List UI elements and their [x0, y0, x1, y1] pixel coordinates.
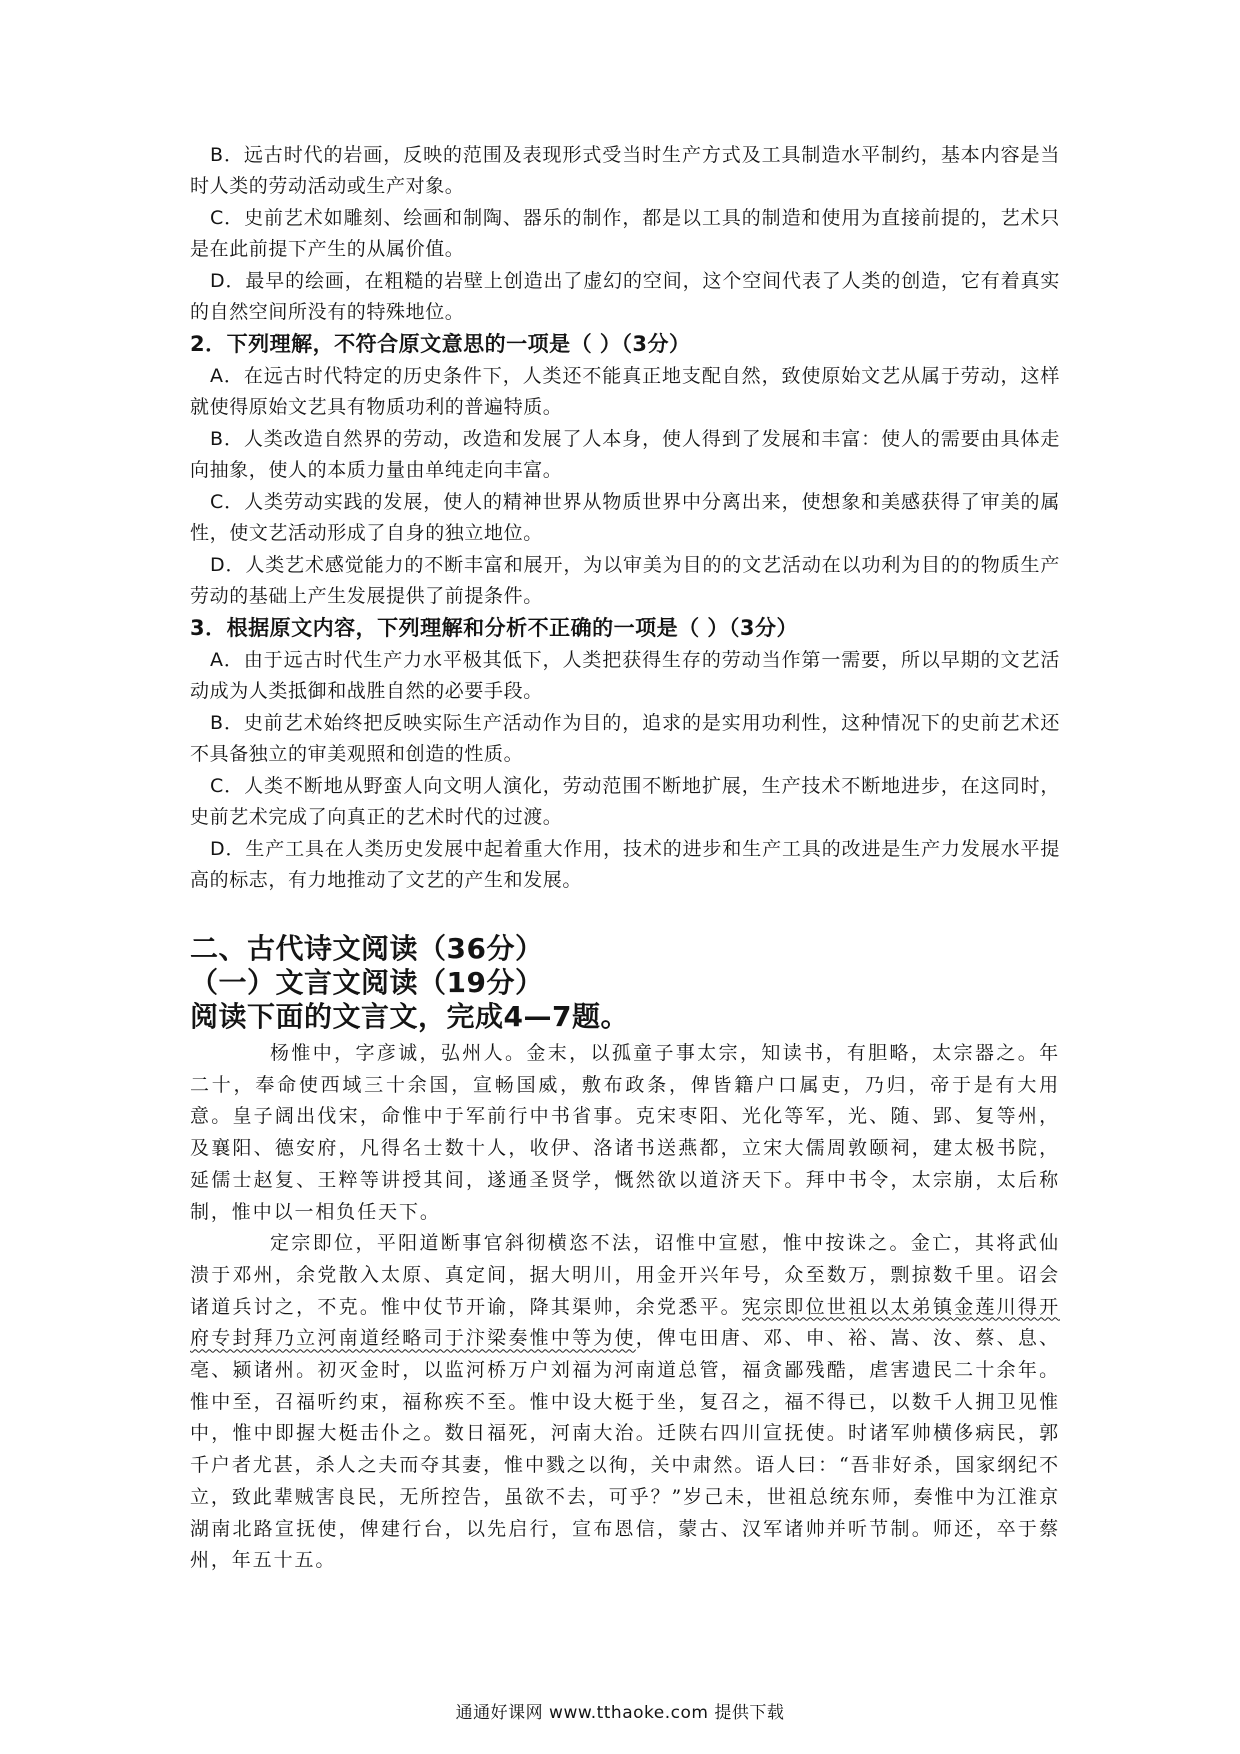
- section-title: 二、古代诗文阅读（36分）: [190, 932, 544, 965]
- q2-option-b: B．人类改造自然界的劳动，改造和发展了人本身，使人得到了发展和丰富：使人的需要由具体走向抽象，使人的本质力量由单纯走向丰富。: [190, 428, 1060, 481]
- q3-option-b: B．史前艺术始终把反映实际生产活动作为目的，追求的是实用功利性，这种情况下的史前艺术还不具备独立的审美观照和创造的性质。: [190, 712, 1060, 765]
- q2-option-c: C．人类劳动实践的发展，使人的精神世界从物质世界中分离出来，使想象和美感获得了审美的属性，使文艺活动形成了自身的独立地位。: [190, 491, 1060, 544]
- q2-option-a: A．在远古时代特定的历史条件下，人类还不能真正地支配自然，致使原始文艺从属于劳动，这样就使得原始文艺具有物质功利的普遍特质。: [190, 365, 1060, 418]
- q1-option-b: B．远古时代的岩画，反映的范围及表现形式受当时生产方式及工具制造水平制约，基本内容是当时人类的劳动活动或生产对象。: [190, 144, 1060, 197]
- page-footer: 通通好课网 www.tthaoke.com 提供下载: [455, 1703, 785, 1723]
- q1-option-d: D．最早的绘画，在粗糙的岩壁上创造出了虚幻的空间，这个空间代表了人类的创造，它有着真实的自然空间所没有的特殊地位。: [190, 270, 1060, 323]
- q1-option-c: C．史前艺术如雕刻、绘画和制陶、器乐的制作，都是以工具的制造和使用为直接前提的，艺术只是在此前提下产生的从属价值。: [190, 207, 1060, 260]
- underlined-sentence: 宪宗即位世祖以太弟镇金莲川得开府专封拜乃立河南道经略司于汴梁奏惟中等为使: [190, 1295, 1060, 1350]
- passage-paragraph-1: 杨惟中，字彦诚，弘州人。金末，以孤童子事太宗，知读书，有胆略，太宗器之。年二十，奉命使西域三十余国，宣畅国威，敷布政条，俾皆籍户口属吏，乃归，帝于是有大用意。皇子阔出伐宋，命惟中于军前行中书省事。克宋枣阳、光化等军，光、随、郢、复等州，及襄阳、德安府，凡得名士数十人，收伊、洛诸书送燕都，立宋大儒周敦颐祠，建太极书院，延儒士赵复、王粹等讲授其间，遂通圣贤学，慨然欲以道济天下。拜中书令，太宗崩，太后称制，惟中以一相负任天下。: [190, 1042, 1060, 1223]
- section-subtitle: （一）文言文阅读（19分）: [190, 966, 544, 999]
- passage-paragraph-2: [190, 1228, 1060, 1577]
- passage-text-after-underline: ，俾屯田唐、邓、申、裕、嵩、汝、蔡、息、亳、颍诸州。初灭金时，以监河桥万户刘福为河南道总管，福贪鄙残酷，虐害遗民二十余年。惟中至，召福听约束，福称疾不至。惟中设大梃于坐，复召之，福不得已，以数千人拥卫见惟中，惟中即握大梃击仆之。数日福死，河南大治。迁陕右四川宣抚使。时诸军帅横侈病民，郭千户者尤甚，杀人之夫而夺其妻，惟中戮之以徇，关中肃然。语人曰：“吾非好杀，国家纲纪不立，致此辈贼害良民，无所控告，虽欲不去，可乎？”岁己未，世祖总统东师，奏惟中为江淮京湖南北路宣抚使，俾建行台，以先启行，宣布恩信，蒙古、汉军诸帅并听节制。师还，卒于蔡州，年五十五。: [190, 1327, 1060, 1572]
- q2-stem: 2．下列理解，不符合原文意思的一项是（ ）（3分）: [190, 332, 691, 356]
- q2-option-d: D．人类艺术感觉能力的不断丰富和展开，为以审美为目的的文艺活动在以功利为目的的物质生产劳动的基础上产生发展提供了前提条件。: [190, 554, 1060, 607]
- classical-passage: [190, 1038, 1060, 1577]
- q3-option-a: A．由于远古时代生产力水平极其低下，人类把获得生存的劳动当作第一需要，所以早期的文艺活动成为人类抵御和战胜自然的必要手段。: [190, 649, 1060, 702]
- q3-option-d: D．生产工具在人类历史发展中起着重大作用，技术的进步和生产工具的改进是生产力发展水平提高的标志，有力地推动了文艺的产生和发展。: [190, 838, 1060, 891]
- reading-instruction: 阅读下面的文言文，完成4—7题。: [190, 1000, 629, 1033]
- page-content: [190, 140, 1060, 1577]
- passage-text-before-underline: 定宗即位，平阳道断事官斜彻横恣不法，诏惟中宣慰，惟中按诛之。金亡，其将武仙溃于邓州，余党散入太原、真定间，据大明川，用金开兴年号，众至数万，剽掠数千里。诏会诸道兵讨之，不克。惟中仗节开谕，降其渠帅，余党悉平。: [190, 1232, 1060, 1318]
- q3-option-c: C．人类不断地从野蛮人向文明人演化，劳动范围不断地扩展，生产技术不断地进步，在这同时，史前艺术完成了向真正的艺术时代的过渡。: [190, 775, 1060, 828]
- q3-stem: 3．根据原文内容，下列理解和分析不正确的一项是（ ）（3分）: [190, 616, 799, 640]
